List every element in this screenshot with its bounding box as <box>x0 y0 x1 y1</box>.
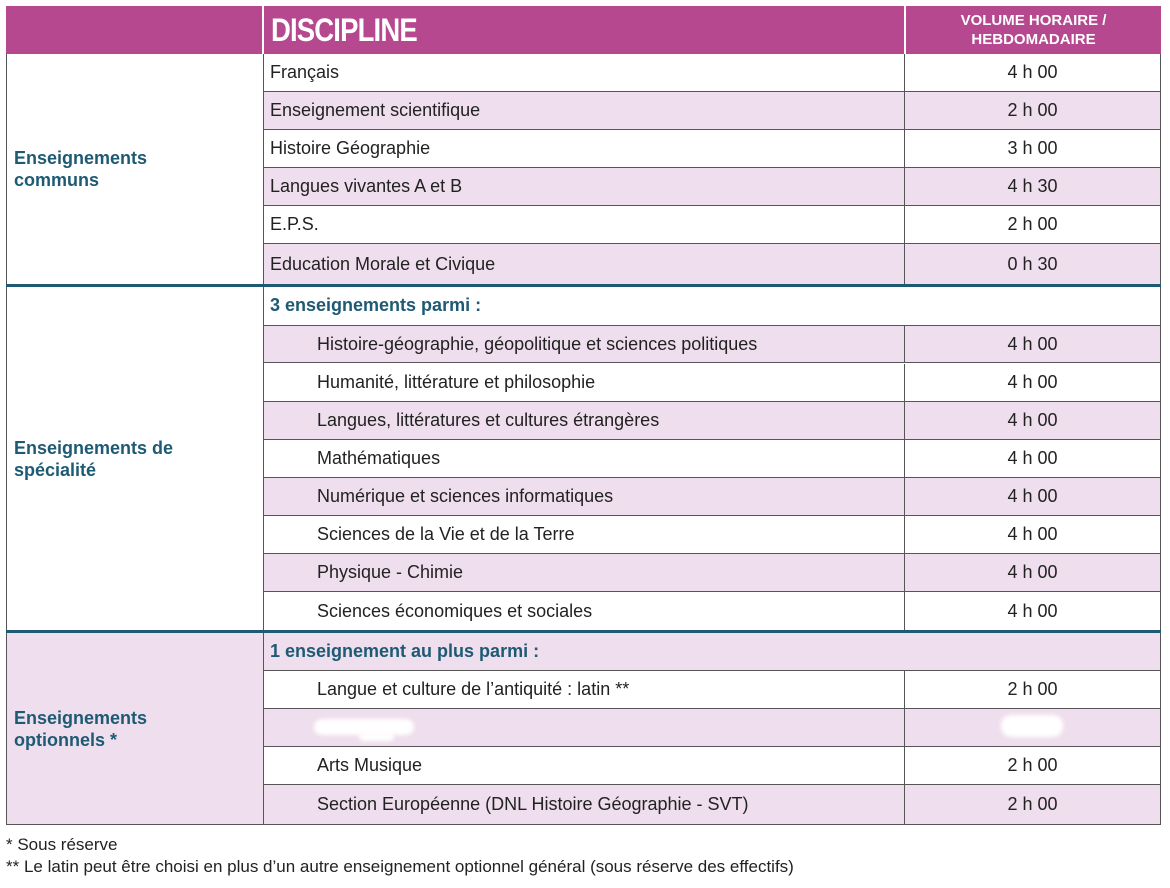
discipline-name: Sciences de la Vie et de la Terre <box>264 516 905 553</box>
table-row <box>264 671 1160 709</box>
table-row <box>264 54 1160 92</box>
redaction-mark <box>359 733 394 741</box>
discipline-name: Numérique et sciences informatiques <box>264 478 905 515</box>
discipline-name: Langue et culture de l’antiquité : latin ** <box>264 671 905 708</box>
discipline-name: Sciences économiques et sociales <box>264 592 905 630</box>
table-row <box>264 592 1160 630</box>
table-row <box>264 206 1160 244</box>
table-row <box>264 244 1160 284</box>
discipline-name: Histoire Géographie <box>264 130 905 167</box>
section-label-specialite <box>7 287 264 630</box>
discipline-name: Langues vivantes A et B <box>264 168 905 205</box>
redaction-mark <box>1001 715 1063 737</box>
section-specialite <box>7 287 1160 630</box>
discipline-name-redacted <box>264 709 905 746</box>
section-label-specialite-line2: spécialité <box>14 459 97 480</box>
hours-value-redacted <box>905 709 1160 746</box>
table-row <box>264 325 1160 363</box>
section-label-optionnels-line1: Enseignements <box>14 707 148 728</box>
hours-value: 2 h 00 <box>1007 679 1058 699</box>
discipline-name: Section Européenne (DNL Histoire Géographie - SVT) <box>264 785 905 824</box>
table-row <box>264 402 1160 440</box>
hours-value: 4 h 00 <box>1007 600 1058 621</box>
hours-value: 4 h 00 <box>1007 562 1058 582</box>
optionnels-subheading: 1 enseignement au plus parmi : <box>264 633 1160 671</box>
table-row <box>264 785 1160 824</box>
section-label-communs-line1: Enseignements <box>14 148 148 168</box>
table-row <box>264 130 1160 168</box>
specialite-subheading: 3 enseignements parmi : <box>270 295 482 315</box>
discipline-name: Education Morale et Civique <box>264 244 905 284</box>
discipline-name: Arts Musique <box>264 747 905 784</box>
section-communs <box>7 54 1160 284</box>
discipline-name: Français <box>264 54 905 91</box>
section-label-specialite-line1: Enseignements de <box>14 437 174 458</box>
footnote-2: ** Le latin peut être choisi en plus d’un autre enseignement optionnel général (sous réserve des effectifs) <box>6 857 794 876</box>
header-volume-line1: VOLUME HORAIRE / <box>960 12 1107 29</box>
discipline-name: Humanité, littérature et philosophie <box>264 364 905 401</box>
table-row <box>264 440 1160 478</box>
table-row <box>264 554 1160 592</box>
hours-value: 4 h 00 <box>1007 524 1058 544</box>
discipline-name: Physique - Chimie <box>264 554 905 591</box>
discipline-name: E.P.S. <box>264 206 905 243</box>
section-label-optionnels <box>7 633 264 824</box>
hours-value: 2 h 00 <box>1007 100 1058 120</box>
hours-value: 4 h 00 <box>1007 333 1058 354</box>
table-header <box>6 6 1161 54</box>
header-volume <box>904 6 1161 54</box>
hours-value: 4 h 00 <box>1007 486 1058 506</box>
table-row <box>264 92 1160 130</box>
discipline-name: Enseignement scientifique <box>264 92 905 129</box>
header-discipline: DISCIPLINE <box>271 12 417 48</box>
hours-value: 4 h 00 <box>1007 62 1058 82</box>
hours-value: 0 h 30 <box>1007 253 1058 274</box>
hours-value: 2 h 00 <box>1007 755 1058 775</box>
hours-value: 4 h 00 <box>1007 410 1058 430</box>
section-label-communs-line2: communs <box>14 170 100 190</box>
discipline-name: Mathématiques <box>264 440 905 477</box>
section-optionnels <box>7 633 1160 824</box>
table-row <box>264 516 1160 554</box>
section-label-optionnels-line2: optionnels * <box>14 729 117 750</box>
discipline-name: Histoire-géographie, géopolitique et sciences politiques <box>264 326 905 362</box>
hours-value: 4 h 00 <box>1007 448 1058 468</box>
hours-value: 2 h 00 <box>1007 794 1058 814</box>
footnote-1: * Sous réserve <box>6 835 118 854</box>
header-volume-line2: HEBDOMADAIRE <box>971 31 1096 48</box>
section-label-communs <box>7 54 264 284</box>
table-row-redacted <box>264 709 1160 747</box>
hours-value: 3 h 00 <box>1007 138 1058 158</box>
table-row <box>264 364 1160 402</box>
table-row <box>264 168 1160 206</box>
timetable <box>6 6 1161 825</box>
table-row <box>264 747 1160 785</box>
hours-value: 2 h 00 <box>1007 214 1058 234</box>
header-empty-cell <box>6 6 264 54</box>
discipline-name: Langues, littératures et cultures étrangères <box>264 402 905 439</box>
hours-value: 4 h 00 <box>1007 372 1058 392</box>
table-row <box>264 478 1160 516</box>
hours-value: 4 h 30 <box>1007 176 1058 196</box>
